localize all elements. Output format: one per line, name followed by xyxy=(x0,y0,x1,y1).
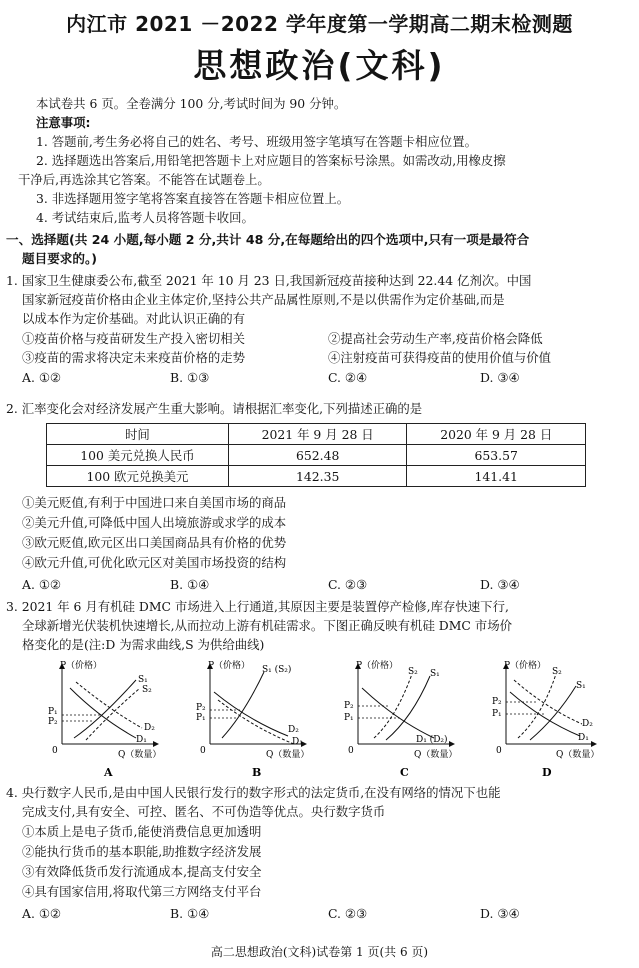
curve-label: S₁ xyxy=(576,681,586,691)
q1-item: ①疫苗价格与疫苗研发生产投入密切相关 xyxy=(22,331,246,346)
table-cell: 100 美元兑换人民币 xyxy=(47,445,229,466)
note-item: 1. 答题前,考生务必将自己的姓名、考号、班级用签字笔填写在答题卡相应位置。 xyxy=(36,134,477,149)
q-axis-label: Q（数量） xyxy=(118,750,162,760)
graph-letter: C xyxy=(400,766,409,779)
price-label: P₂ xyxy=(492,697,502,707)
graph-d xyxy=(492,659,599,779)
q2-option-b: B. ①④ xyxy=(170,577,210,592)
supply-demand-graphs xyxy=(40,658,600,780)
notes-heading: 注意事项: xyxy=(36,115,91,130)
q4-stem: 完成支付,具有安全、可控、匿名、不可伪造等优点。央行数字货币 xyxy=(22,804,386,819)
graph-letter: A xyxy=(104,766,113,779)
table-row xyxy=(47,445,586,466)
price-label: P₁ xyxy=(48,707,58,717)
q3-stem: 全球新增光伏装机快速增长,从而拉动上游有机硅需求。下图正确反映有机硅 DMC 市场价 xyxy=(22,618,512,633)
table-header: 时间 xyxy=(47,424,229,445)
graph-letter: D xyxy=(542,766,552,779)
section-heading: 一、选择题(共 24 小题,每小题 2 分,共计 48 分,在每题给出的四个选项中,只有一项是最符合 xyxy=(6,232,530,247)
q1-option-b: B. ①③ xyxy=(170,370,210,385)
intro-text: 本试卷共 6 页。全卷满分 100 分,考试时间为 90 分钟。 xyxy=(36,96,347,111)
price-label: P₁ xyxy=(492,709,502,719)
graph-a xyxy=(48,659,161,779)
exam-subject: 思想政治(文科) xyxy=(193,46,446,85)
q4-item: ④具有国家信用,将取代第三方网络支付平台 xyxy=(22,884,262,899)
q-axis-label: Q（数量） xyxy=(266,750,310,760)
p-axis-label: P（价格） xyxy=(208,661,251,671)
q3-stem: 格变化的是(注:D 为需求曲线,S 为供给曲线) xyxy=(22,637,265,652)
note-item: 干净后,再选涂其它答案。不能答在试题卷上。 xyxy=(18,172,270,187)
q3-stem: 3. 2021 年 6 月有机硅 DMC 市场进入上行通道,其原因主要是装置停产检修,库存快速下行, xyxy=(6,599,509,614)
note-item: 2. 选择题选出答案后,用铅笔把答题卡上对应题目的答案标号涂黑。如需改动,用橡皮擦 xyxy=(36,153,506,168)
curve-label: D₁ xyxy=(578,733,589,743)
q-axis-label: Q（数量） xyxy=(414,750,458,760)
curve-label: S₂ xyxy=(142,685,152,695)
price-label: P₂ xyxy=(48,717,58,727)
curve-label: S₁ (S₂) xyxy=(262,665,292,675)
table-cell: 100 欧元兑换美元 xyxy=(47,466,229,487)
q2-option-a: A. ①② xyxy=(22,577,62,592)
p-axis-label: P（价格） xyxy=(504,661,547,671)
table-cell: 141.41 xyxy=(407,466,586,487)
section-heading-cont: 题目要求的。) xyxy=(22,251,98,266)
origin-label: 0 xyxy=(200,746,206,756)
q2-stem: 2. 汇率变化会对经济发展产生重大影响。请根据汇率变化,下列描述正确的是 xyxy=(6,401,423,416)
origin-label: 0 xyxy=(348,746,354,756)
q2-item: ④欧元升值,可优化欧元区对美国市场投资的结构 xyxy=(22,555,287,570)
curve-label: D₂ xyxy=(288,725,299,735)
q4-stem: 4. 央行数字人民币,是由中国人民银行发行的数字形式的法定货币,在没有网络的情况下也能 xyxy=(6,785,501,800)
q1-option-d: D. ③④ xyxy=(480,370,520,385)
q1-stem: 国家新冠疫苗价格由企业主体定价,坚持公共产品属性原则,不是以供需作为定价基础,而是 xyxy=(22,292,505,307)
table-cell: 653.57 xyxy=(407,445,586,466)
price-label: P₂ xyxy=(344,701,354,711)
q1-option-c: C. ②④ xyxy=(328,370,368,385)
page-footer: 高二思想政治(文科)试卷第 1 页(共 6 页) xyxy=(210,945,429,959)
origin-label: 0 xyxy=(496,746,502,756)
q4-item: ③有效降低货币发行流通成本,提高支付安全 xyxy=(22,864,262,879)
exam-title: 内江市 2021 －2022 学年度第一学期高二期末检测题 xyxy=(66,12,573,36)
q1-stem: 1. 国家卫生健康委公布,截至 2021 年 10 月 23 日,我国新冠疫苗接种达到 22.44 亿剂次。中国 xyxy=(6,273,532,288)
table-header: 2021 年 9 月 28 日 xyxy=(228,424,407,445)
curve-label: D₁ xyxy=(292,737,303,747)
q4-option-c: C. ②③ xyxy=(328,906,368,921)
exchange-rate-table xyxy=(46,423,586,487)
graph-b xyxy=(196,659,309,779)
q2-item: ②美元升值,可降低中国人出境旅游或求学的成本 xyxy=(22,515,287,530)
q4-option-d: D. ③④ xyxy=(480,906,520,921)
table-cell: 652.48 xyxy=(228,445,407,466)
q4-item: ②能执行货币的基本职能,助推数字经济发展 xyxy=(22,844,262,859)
p-axis-label: P（价格） xyxy=(356,661,399,671)
origin-label: 0 xyxy=(52,746,58,756)
q1-item: ④注射疫苗可获得疫苗的使用价值与价值 xyxy=(328,350,552,365)
note-item: 4. 考试结束后,监考人员将答题卡收回。 xyxy=(36,210,254,225)
q1-item: ③疫苗的需求将决定未来疫苗价格的走势 xyxy=(22,350,246,365)
note-item: 3. 非选择题用签字笔将答案直接答在答题卡相应位置上。 xyxy=(36,191,350,206)
q1-stem: 以成本作为定价基础。对此认识正确的有 xyxy=(22,311,246,326)
curve-label: D₁ xyxy=(136,735,147,745)
curve-label: S₁ xyxy=(138,675,148,685)
graph-letter: B xyxy=(252,766,262,779)
q4-option-a: A. ①② xyxy=(22,906,62,921)
price-label: P₁ xyxy=(344,713,354,723)
curve-label: D₂ xyxy=(144,723,155,733)
q2-item: ③欧元贬值,欧元区出口美国商品具有价格的优势 xyxy=(22,535,287,550)
price-label: P₁ xyxy=(196,713,206,723)
q4-option-b: B. ①④ xyxy=(170,906,210,921)
curve-label: S₁ xyxy=(430,669,440,679)
graph-c xyxy=(344,659,457,779)
q2-option-d: D. ③④ xyxy=(480,577,520,592)
curve-label: D₂ xyxy=(582,719,593,729)
table-row xyxy=(47,466,586,487)
q1-item: ②提高社会劳动生产率,疫苗价格会降低 xyxy=(328,331,543,346)
curve-label: S₂ xyxy=(552,667,562,677)
curve-label: D₁ (D₂) xyxy=(416,735,448,745)
price-label: P₂ xyxy=(196,703,206,713)
q4-item: ①本质上是电子货币,能使消费信息更加透明 xyxy=(22,824,262,839)
p-axis-label: P（价格） xyxy=(60,661,103,671)
q-axis-label: Q（数量） xyxy=(556,750,600,760)
curve-label: S₂ xyxy=(408,667,418,677)
q2-option-c: C. ②③ xyxy=(328,577,368,592)
table-cell: 142.35 xyxy=(228,466,407,487)
q2-item: ①美元贬值,有利于中国进口来自美国市场的商品 xyxy=(22,495,287,510)
table-header: 2020 年 9 月 28 日 xyxy=(407,424,586,445)
q1-option-a: A. ①② xyxy=(22,370,62,385)
